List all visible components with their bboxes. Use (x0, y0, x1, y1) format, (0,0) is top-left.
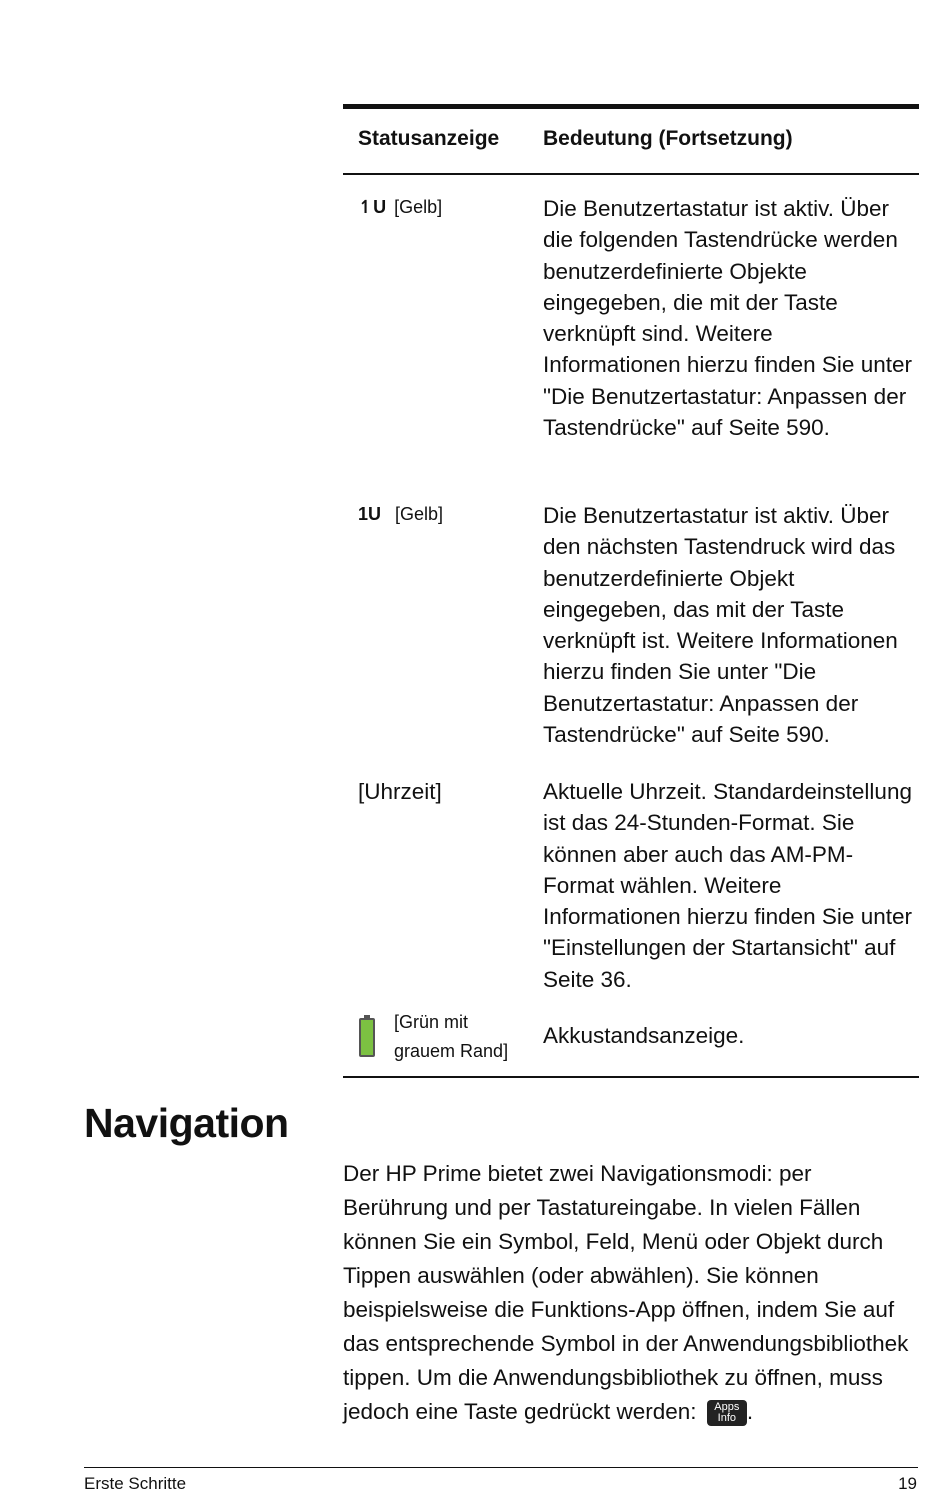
key-label-top: Apps (714, 1401, 740, 1414)
status-label: [Gelb] (395, 504, 444, 524)
footer-chapter: Erste Schritte (84, 1474, 187, 1493)
section-paragraph (343, 1157, 918, 1429)
header-meaning: Bedeutung (Fortsetzung) (543, 127, 793, 150)
section-heading: Navigation (84, 1100, 289, 1146)
key-label-bottom: Info (717, 1412, 736, 1425)
meaning-cell: Aktuelle Uhrzeit. Standardeinstellung ist das 24-Stunden-Format. Sie können aber auch das AM-PM-Format wählen. Weitere Informationen hierzu finden Sie unter "Einstellungen der Startansicht" auf Seite 36. (543, 779, 912, 992)
table-row (343, 776, 919, 1012)
status-label-line: grauem Rand] (394, 1041, 509, 1061)
status-cell (358, 504, 538, 525)
battery-icon (359, 1015, 375, 1057)
table-row (343, 193, 919, 500)
paragraph-end: . (746, 1399, 754, 1424)
user-keyboard-shift-symbol: ↿U (358, 197, 387, 217)
table-bottom-rule (343, 1076, 919, 1078)
status-label (394, 1008, 544, 1066)
header-status: Statusanzeige (358, 127, 500, 150)
status-cell (358, 197, 538, 218)
status-table (343, 104, 919, 1078)
table-row (343, 500, 919, 776)
meaning-cell: Die Benutzertastatur ist aktiv. Über den nächsten Tastendruck wird das benutzerdefinierte Objekt eingegeben, das mit der Taste verknüpft ist. Weitere Informationen hierzu finden Sie unter "Die Benutzertastatur: Anpassen der Tastendrücke" auf Seite 590. (543, 503, 898, 748)
table-row (343, 1012, 919, 1076)
footer-rule (84, 1467, 918, 1468)
status-label: [Uhrzeit] (358, 779, 442, 804)
paragraph-text: Der HP Prime bietet zwei Navigationsmodi: per Berührung und per Tastatureingabe. In vielen Fällen können Sie ein Symbol, Feld, Menü oder Objekt durch Tippen auswählen (oder abwählen). Sie können beispielsweise die Funktions-App öffnen, indem Sie auf das entsprechende Symbol in der Anwendungsbibliothek tippen. Um die Anwendungsbibliothek zu öffnen, muss jedoch eine Taste gedrückt werden: (343, 1161, 909, 1424)
meaning-cell: Akkustandsanzeige. (543, 1023, 745, 1048)
apps-info-key-icon (707, 1400, 747, 1426)
table-header (343, 109, 919, 173)
status-label-line: [Grün mit (394, 1012, 469, 1032)
status-label: [Gelb] (394, 197, 443, 217)
table-header-rule (343, 173, 919, 175)
user-keyboard-once-symbol: 1U (358, 504, 382, 524)
meaning-cell: Die Benutzertastatur ist aktiv. Über die folgenden Tastendrücke werden benutzerdefinierte Objekte eingegeben, die mit der Taste verknüpft sind. Weitere Informationen hierzu finden Sie unter "Die Benutzertastatur: Anpassen der Tastendrücke" auf Seite 590. (543, 196, 912, 441)
page-number: 19 (898, 1474, 917, 1493)
